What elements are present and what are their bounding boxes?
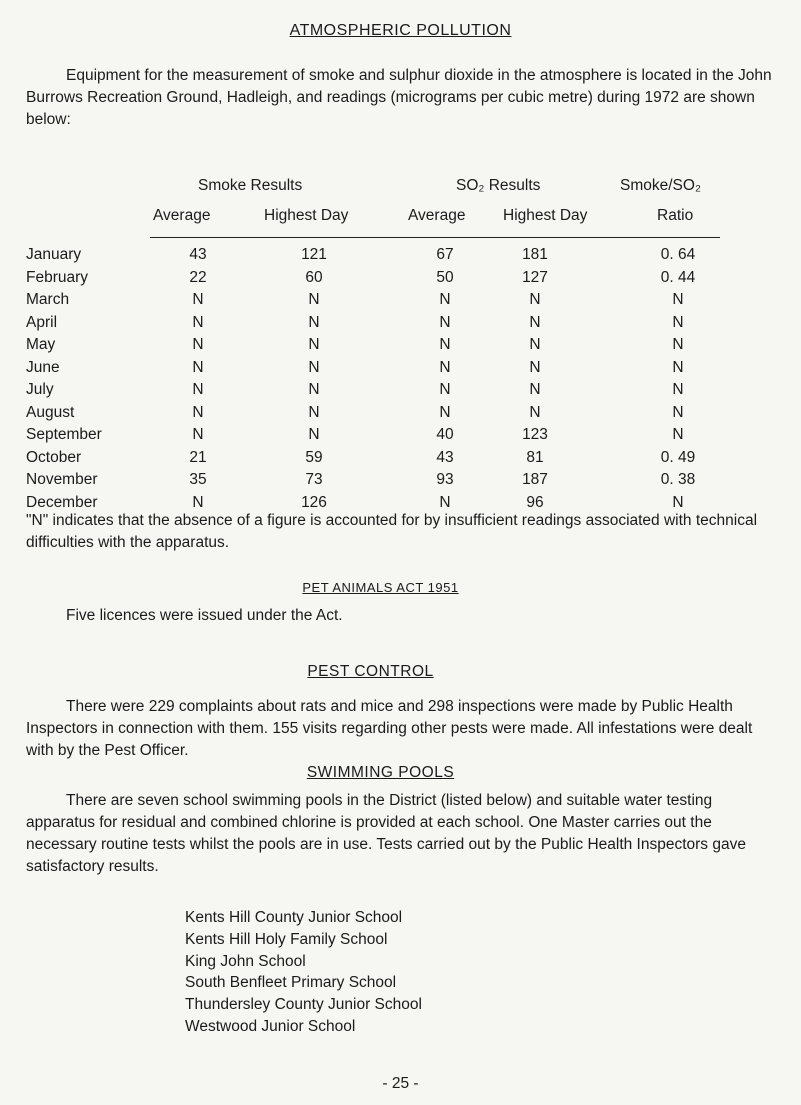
table-cell: 43 — [189, 246, 207, 263]
table-cell: N — [529, 336, 541, 353]
table-row — [0, 246, 801, 268]
smoke-results-header: Smoke Results — [198, 177, 303, 194]
table-cell: 121 — [301, 246, 327, 263]
table-row — [0, 426, 801, 448]
table-cell: N — [529, 358, 541, 376]
table-cell: 0. 44 — [660, 268, 696, 286]
month-label: May — [26, 336, 56, 353]
table-cell: 0. 49 — [660, 448, 696, 466]
page-number: - 25 - — [382, 1075, 419, 1092]
table-row — [0, 269, 801, 291]
table-cell: N — [672, 426, 684, 443]
table-cell: 93 — [436, 471, 454, 488]
col-header-smoke-average: Average — [153, 207, 211, 224]
month-label: October — [26, 448, 82, 466]
school-list-item: Kents Hill Holy Family School — [185, 930, 388, 948]
col-header-so2-average: Average — [408, 207, 466, 224]
table-cell: N — [192, 358, 204, 376]
table-cell: N — [672, 291, 684, 308]
table-cell: N — [529, 313, 541, 331]
table-row — [0, 449, 801, 471]
page-title: ATMOSPHERIC POLLUTION — [289, 22, 512, 39]
school-list-item: Thundersley County Junior School — [185, 996, 422, 1014]
table-rule — [150, 237, 720, 238]
table-cell: N — [439, 313, 451, 331]
pet-animals-text: Five licences were issued under the Act. — [66, 607, 343, 624]
school-list-item: King John School — [185, 952, 306, 970]
table-row — [0, 291, 801, 313]
table-row — [0, 381, 801, 403]
table-cell: N — [308, 358, 320, 376]
table-cell: 35 — [189, 471, 207, 488]
col-header-so2-highest: Highest Day — [503, 207, 588, 224]
table-cell: N — [308, 336, 320, 353]
so2-results-header: SO₂ Results — [456, 177, 541, 194]
table-cell: 0. 64 — [660, 246, 696, 263]
table-cell: 60 — [305, 268, 323, 286]
table-cell: N — [529, 381, 541, 398]
table-cell: 50 — [436, 268, 454, 286]
table-cell: N — [529, 291, 541, 308]
intro-paragraph: Equipment for the measurement of smoke and sulphur dioxide in the atmosphere is located in the John Burrows Recreation Ground, Hadleigh, and readings (micrograms per cubic metre) during 1972 are shown below: — [26, 67, 772, 128]
table-cell: N — [529, 403, 541, 421]
table-cell: 96 — [526, 493, 544, 511]
table-cell: N — [672, 313, 684, 331]
table-cell: N — [672, 381, 684, 398]
table-cell: 81 — [526, 448, 544, 466]
table-cell: N — [439, 381, 451, 398]
table-cell: 21 — [189, 448, 207, 466]
table-cell: 67 — [436, 246, 454, 263]
table-cell: 126 — [301, 493, 327, 511]
table-cell: N — [439, 493, 451, 511]
col-header-ratio: Ratio — [657, 207, 694, 224]
table-cell: 123 — [522, 426, 548, 443]
school-list-item: South Benfleet Primary School — [185, 974, 397, 992]
month-label: August — [26, 403, 75, 421]
table-cell: N — [192, 381, 204, 398]
month-label: January — [26, 246, 82, 263]
school-list-item: Westwood Junior School — [185, 1018, 356, 1035]
table-cell: N — [672, 358, 684, 376]
table-cell: N — [308, 426, 320, 443]
table-cell: 181 — [522, 246, 548, 263]
table-cell: 40 — [436, 426, 454, 443]
month-label: November — [26, 471, 98, 488]
swimming-pools-heading: SWIMMING POOLS — [306, 764, 455, 781]
table-cell: N — [672, 336, 684, 353]
table-row — [0, 471, 801, 493]
table-cell: 59 — [305, 448, 323, 466]
month-label: June — [26, 358, 60, 376]
table-row — [0, 336, 801, 358]
month-label: July — [26, 381, 54, 398]
table-cell: N — [308, 381, 320, 398]
table-cell: N — [192, 291, 204, 308]
table-cell: N — [192, 313, 204, 331]
table-row — [0, 359, 801, 381]
ratio-group-header: Smoke/SO₂ — [620, 177, 701, 194]
table-cell: N — [672, 403, 684, 421]
table-cell: 73 — [305, 471, 323, 488]
table-cell: N — [439, 358, 451, 376]
pet-animals-heading: PET ANIMALS ACT 1951 — [302, 580, 459, 595]
table-cell: N — [192, 403, 204, 421]
table-cell: N — [439, 336, 451, 353]
school-list-item: Kents Hill County Junior School — [185, 909, 403, 926]
table-cell: 127 — [522, 268, 548, 286]
table-row — [0, 404, 801, 426]
table-cell: N — [192, 336, 204, 353]
month-label: December — [26, 493, 98, 511]
pest-control-paragraph: There were 229 complaints about rats and mice and 298 inspections were made by Public Health Inspectors in connection with them. 155 visits regarding other pests were made. All infestations were dealt with by the Pest Officer. — [26, 698, 753, 759]
table-cell: N — [308, 291, 320, 308]
month-label: February — [26, 268, 89, 286]
pest-control-heading: PEST CONTROL — [307, 663, 434, 680]
table-cell: N — [192, 493, 204, 511]
table-cell: N — [308, 313, 320, 331]
month-label: March — [26, 291, 70, 308]
table-row — [0, 314, 801, 336]
month-label: April — [26, 313, 58, 331]
month-label: September — [26, 426, 102, 443]
table-cell: 22 — [189, 268, 207, 286]
table-cell: 0. 38 — [660, 471, 696, 488]
swimming-pools-paragraph: There are seven school swimming pools in the District (listed below) and suitable water testing apparatus for residual and combined chlorine is provided at each school. One Master carries out the necessary routine tests whilst the pools are in use. Tests carried out by the Public Health Inspectors gave satisfactory results. — [26, 792, 746, 875]
table-cell: 43 — [436, 448, 454, 466]
table-cell: N — [672, 493, 684, 511]
table-cell: N — [308, 403, 320, 421]
col-header-smoke-highest: Highest Day — [264, 207, 349, 224]
footnote: "N" indicates that the absence of a figure is accounted for by insufficient readings associated with technical difficulties with the apparatus. — [26, 512, 758, 551]
table-cell: N — [192, 426, 204, 443]
table-cell: 187 — [522, 471, 548, 488]
table-cell: N — [439, 291, 451, 308]
table-cell: N — [439, 403, 451, 421]
